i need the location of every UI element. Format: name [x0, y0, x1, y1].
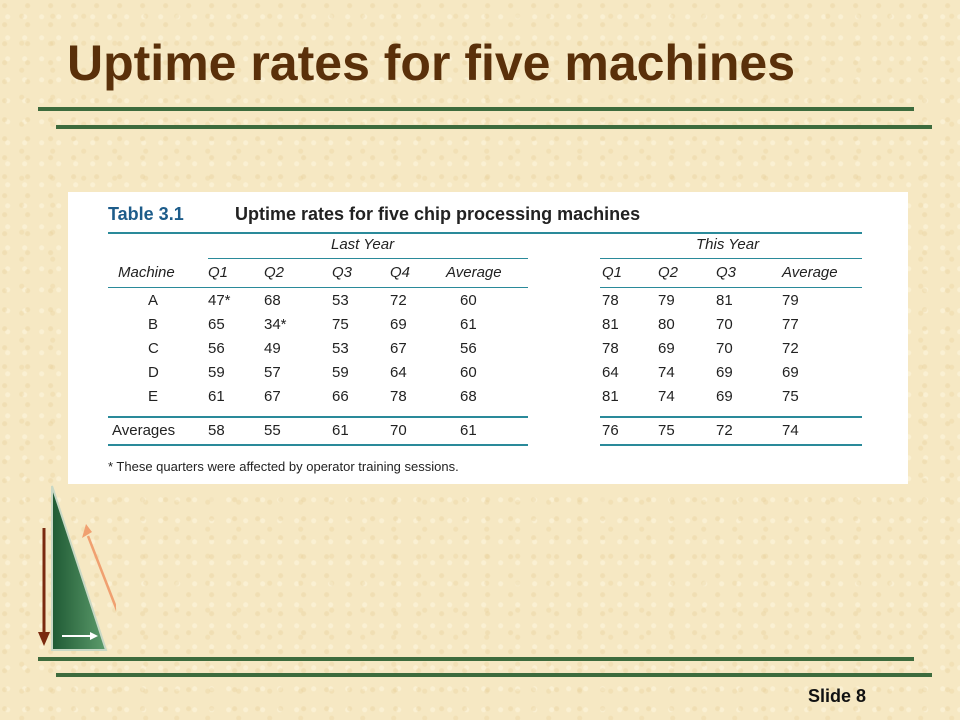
col-header-this-year: Q1 [602, 264, 623, 281]
averages-cell-this-year: 72 [716, 422, 733, 439]
rule-header-right [600, 287, 862, 288]
table-footnote: * These quarters were affected by operator training sessions. [108, 459, 459, 474]
table-cell-this-year: 70 [716, 340, 733, 357]
averages-cell-this-year: 74 [782, 422, 799, 439]
rule-bottom-right [600, 444, 862, 446]
table-cell-last-year: 65 [208, 316, 225, 333]
col-header-this-year: Average [782, 264, 838, 281]
table-cell-this-year: 70 [716, 316, 733, 333]
col-header-machine: Machine [118, 264, 175, 281]
table-cell-this-year: 74 [658, 364, 675, 381]
table-cell-last-year: 56 [460, 340, 477, 357]
footer-rule-bottom [56, 673, 932, 677]
table-row-machine: C [148, 340, 159, 357]
table-cell-last-year: 72 [390, 292, 407, 309]
table-cell-last-year: 69 [390, 316, 407, 333]
table-cell-this-year: 69 [658, 340, 675, 357]
col-header-last-year: Q3 [332, 264, 353, 281]
table-cell-this-year: 69 [716, 364, 733, 381]
averages-cell-last-year: 55 [264, 422, 281, 439]
table-cell-last-year: 66 [332, 388, 349, 405]
table-cell-this-year: 77 [782, 316, 799, 333]
table-cell-this-year: 69 [716, 388, 733, 405]
table-cell-this-year: 78 [602, 340, 619, 357]
table-cell-this-year: 80 [658, 316, 675, 333]
slide-title: Uptime rates for five machines [67, 35, 796, 91]
table-label: Table 3.1 [108, 204, 184, 224]
rule-top [108, 232, 862, 234]
table-row-machine: E [148, 388, 159, 405]
rule-group-last [208, 258, 528, 259]
table-cell-this-year: 81 [716, 292, 733, 309]
table-cell-last-year: 34* [264, 316, 287, 333]
averages-cell-last-year: 61 [460, 422, 477, 439]
down-arrow-head-icon [38, 632, 50, 646]
table-cell-this-year: 69 [782, 364, 799, 381]
table-panel [68, 192, 908, 484]
table-cell-last-year: 60 [460, 364, 477, 381]
table-cell-this-year: 78 [602, 292, 619, 309]
title-rule-bottom [56, 125, 932, 129]
rule-averages-right [600, 416, 862, 418]
table-cell-last-year: 47* [208, 292, 231, 309]
col-header-last-year: Q2 [264, 264, 285, 281]
averages-cell-this-year: 75 [658, 422, 675, 439]
table-cell-this-year: 74 [658, 388, 675, 405]
table-cell-last-year: 59 [208, 364, 225, 381]
col-header-last-year: Q1 [208, 264, 229, 281]
footer-rule-top [38, 657, 914, 661]
averages-cell-last-year: 70 [390, 422, 407, 439]
table-row-machine: D [148, 364, 159, 381]
table-cell-last-year: 56 [208, 340, 225, 357]
table-cell-last-year: 60 [460, 292, 477, 309]
table-cell-this-year: 79 [658, 292, 675, 309]
table-cell-this-year: 81 [602, 388, 619, 405]
rule-header-left [108, 287, 528, 288]
table-cell-this-year: 75 [782, 388, 799, 405]
table-cell-last-year: 68 [460, 388, 477, 405]
col-header-this-year: Q2 [658, 264, 679, 281]
table-cell-last-year: 64 [390, 364, 407, 381]
table-cell-last-year: 53 [332, 340, 349, 357]
table-cell-last-year: 67 [390, 340, 407, 357]
table-cell-last-year: 59 [332, 364, 349, 381]
table-row-machine: B [148, 316, 159, 333]
table-cell-this-year: 72 [782, 340, 799, 357]
col-header-last-year: Q4 [390, 264, 411, 281]
group-this-year: This Year [696, 236, 760, 253]
green-triangle-icon [52, 486, 106, 650]
rule-averages-left [108, 416, 528, 418]
table-cell-last-year: 75 [332, 316, 349, 333]
decorative-triangle-graphic [36, 484, 116, 656]
group-last-year: Last Year [331, 236, 395, 253]
table-cell-last-year: 67 [264, 388, 281, 405]
table-cell-last-year: 68 [264, 292, 281, 309]
slide-number: Slide 8 [807, 686, 866, 706]
table-cell-last-year: 78 [390, 388, 407, 405]
table-cell-this-year: 64 [602, 364, 619, 381]
table-cell-last-year: 49 [264, 340, 281, 357]
table-row-machine: A [148, 292, 159, 309]
table-cell-this-year: 81 [602, 316, 619, 333]
up-arrow-head-icon [82, 524, 92, 538]
col-header-last-year: Average [446, 264, 502, 281]
table-cell-last-year: 61 [460, 316, 477, 333]
averages-row-label: Averages [112, 422, 176, 439]
table-caption [108, 204, 641, 225]
averages-cell-last-year: 58 [208, 422, 225, 439]
averages-cell-this-year: 76 [602, 422, 619, 439]
averages-cell-last-year: 61 [332, 422, 349, 439]
col-header-this-year: Q3 [716, 264, 737, 281]
table-cell-last-year: 57 [264, 364, 281, 381]
table-cell-last-year: 61 [208, 388, 225, 405]
title-rule-top [38, 107, 914, 111]
rule-group-this [600, 258, 862, 259]
table-cell-last-year: 53 [332, 292, 349, 309]
table-title: Uptime rates for five chip processing machines [235, 204, 641, 224]
rule-bottom-left [108, 444, 528, 446]
table-cell-this-year: 79 [782, 292, 799, 309]
